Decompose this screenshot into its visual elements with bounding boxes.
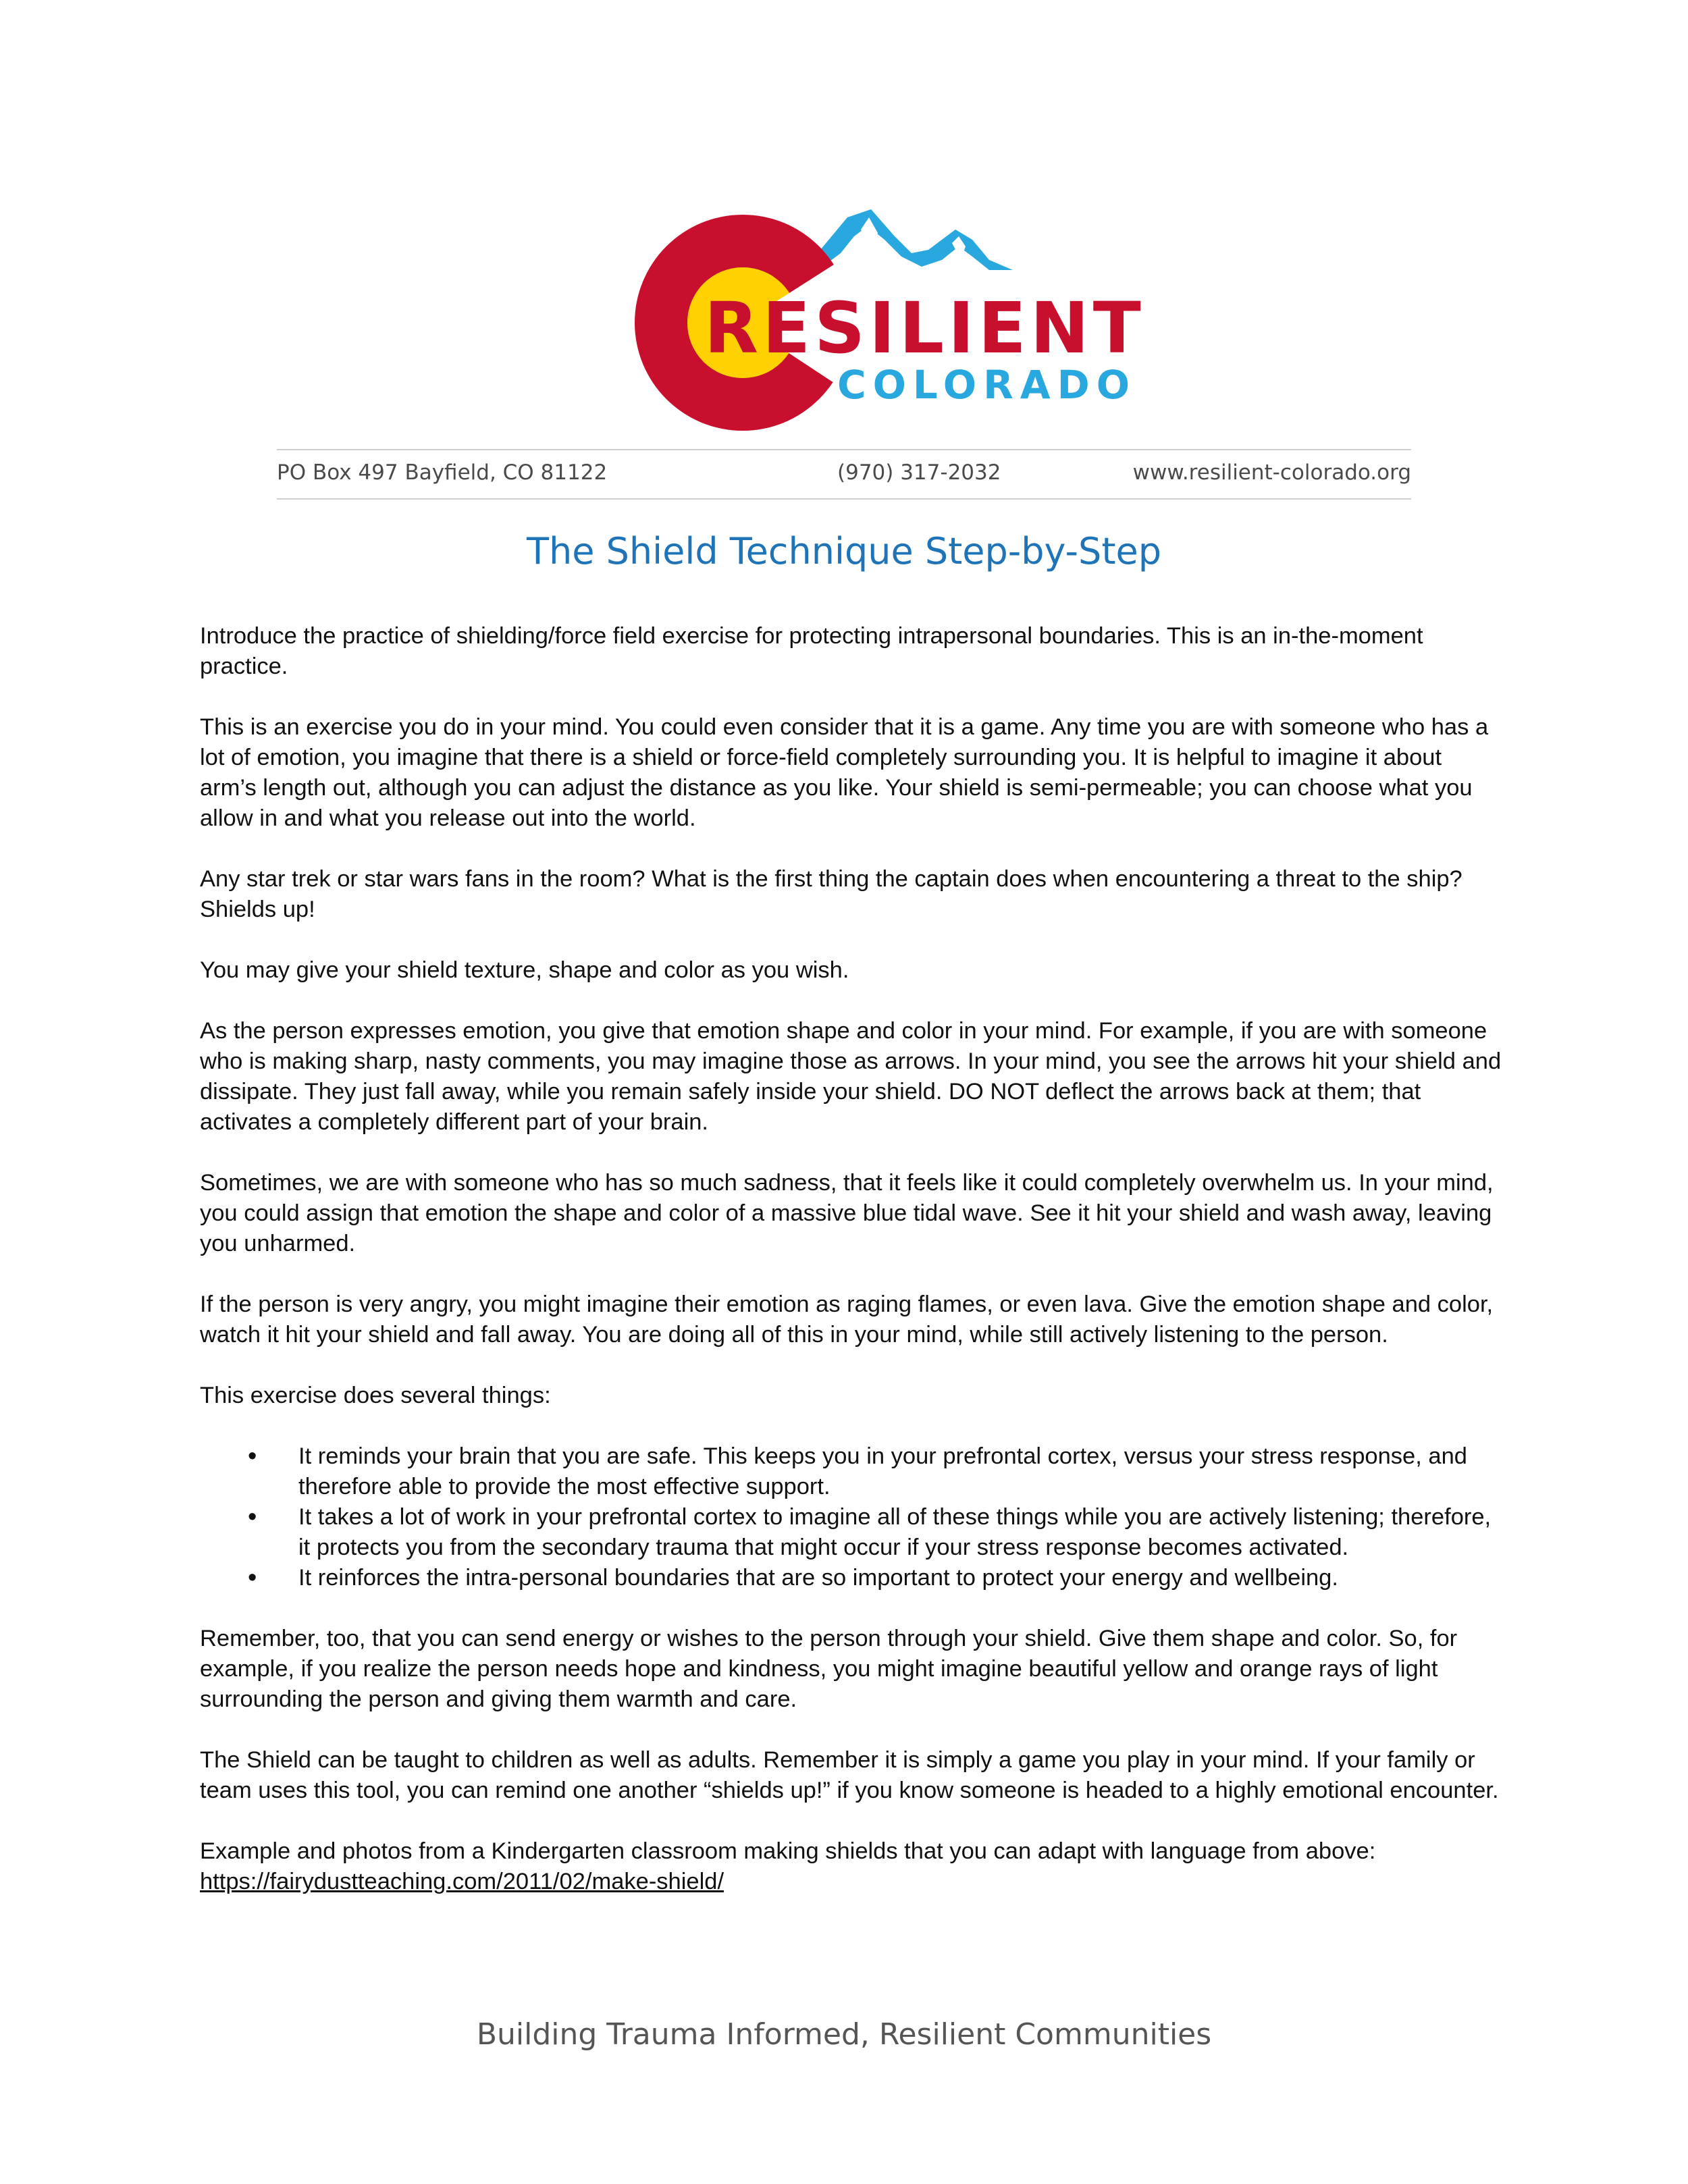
footer-tagline: Building Trauma Informed, Resilient Communities <box>476 2017 1212 2052</box>
logo-subword: COLORADO <box>837 362 1137 408</box>
paragraph-star-trek: Any star trek or star wars fans in the room? What is the first thing the captain does when encountering a threat to the ship? Shields up! <box>200 866 1462 922</box>
logo-word-rest: SILIENT <box>814 287 1145 369</box>
example-link-intro: Example and photos from a Kindergarten classroom making shields that you can adapt with language from above: <box>200 1838 1376 1864</box>
list-item: • It takes a lot of work in your prefrontal cortex to imagine all of these things while you are actively listening; therefore, it protects you from the secondary trauma that might occur if your stress response becomes activated. <box>298 1502 1503 1563</box>
paragraph-shield-texture: You may give your shield texture, shape and color as you wish. <box>200 957 849 983</box>
document-body <box>200 621 1503 1927</box>
contact-website[interactable]: www.resilient-colorado.org <box>1132 460 1411 485</box>
contact-address: PO Box 497 Bayfield, CO 81122 <box>277 460 608 485</box>
logo-word-highlight: RE <box>704 287 815 369</box>
contact-phone: (970) 317-2032 <box>837 460 1001 485</box>
page-title: The Shield Technique Step-by-Step <box>527 530 1161 572</box>
paragraph-children: The Shield can be taught to children as well as adults. Remember it is simply a game you play in your mind. If your family or team uses this tool, you can remind one another “shields up!” if you know someone is headed to a highly emotional encounter. <box>200 1747 1499 1803</box>
paragraph-tidal-wave-example: Sometimes, we are with someone who has so much sadness, that it feels like it could completely overwhelm us. In your mind, you could assign that emotion the shape and color of a massive blue tidal wave. See it hit your shield and wash away, leaving you unharmed. <box>200 1170 1494 1256</box>
list-item: • It reminds your brain that you are safe. This keeps you in your prefrontal cortex, versus your stress response, and therefore able to provide the most effective support. <box>298 1441 1503 1502</box>
paragraph-intro: Introduce the practice of shielding/force field exercise for protecting intrapersonal boundaries. This is an in-the-moment practice. <box>200 623 1423 679</box>
paragraph-example-link <box>200 1836 1503 1897</box>
benefits-list <box>200 1441 1503 1593</box>
paragraph-benefits-intro: This exercise does several things: <box>200 1383 551 1408</box>
contact-bar <box>277 449 1411 500</box>
paragraph-send-energy: Remember, too, that you can send energy or wishes to the person through your shield. Give them shape and color. So, for example, if you realize the person needs hope and kindness, you might imagine beautiful yellow and orange rays of light surrounding the person and giving them warmth and care. <box>200 1626 1458 1712</box>
paragraph-arrows-example: As the person expresses emotion, you give that emotion shape and color in your mind. For example, if you are with someone who is making sharp, nasty comments, you may imagine those as arrows. In your mind, you see the arrows hit your shield and dissipate. They just fall away, while you remain safely inside your shield. DO NOT deflect the arrows back at them; that activates a completely different part of your brain. <box>200 1018 1502 1135</box>
paragraph-flames-example: If the person is very angry, you might imagine their emotion as raging flames, or even lava. Give the emotion shape and color, watch it hit your shield and fall away. You are doing all of this in your mind, while still actively listening to the person. <box>200 1291 1494 1348</box>
list-item: • It reinforces the intra-personal boundaries that are so important to protect your energy and wellbeing. <box>298 1563 1503 1593</box>
paragraph-exercise-description: This is an exercise you do in your mind. You could even consider that it is a game. Any time you are with someone who has a lot of emotion, you imagine that there is a shield or force-field completely surrounding you. It is helpful to imagine it about arm’s length out, although you can adjust the distance as you like. Your shield is semi-permeable; you can choose what you allow in and what you release out into the world. <box>200 714 1489 831</box>
example-link[interactable]: https://fairydustteaching.com/2011/02/make-shield/ <box>200 1869 724 1894</box>
resilient-colorado-logo <box>625 203 1145 442</box>
svg-text:RESILIENT <box>704 287 1145 369</box>
